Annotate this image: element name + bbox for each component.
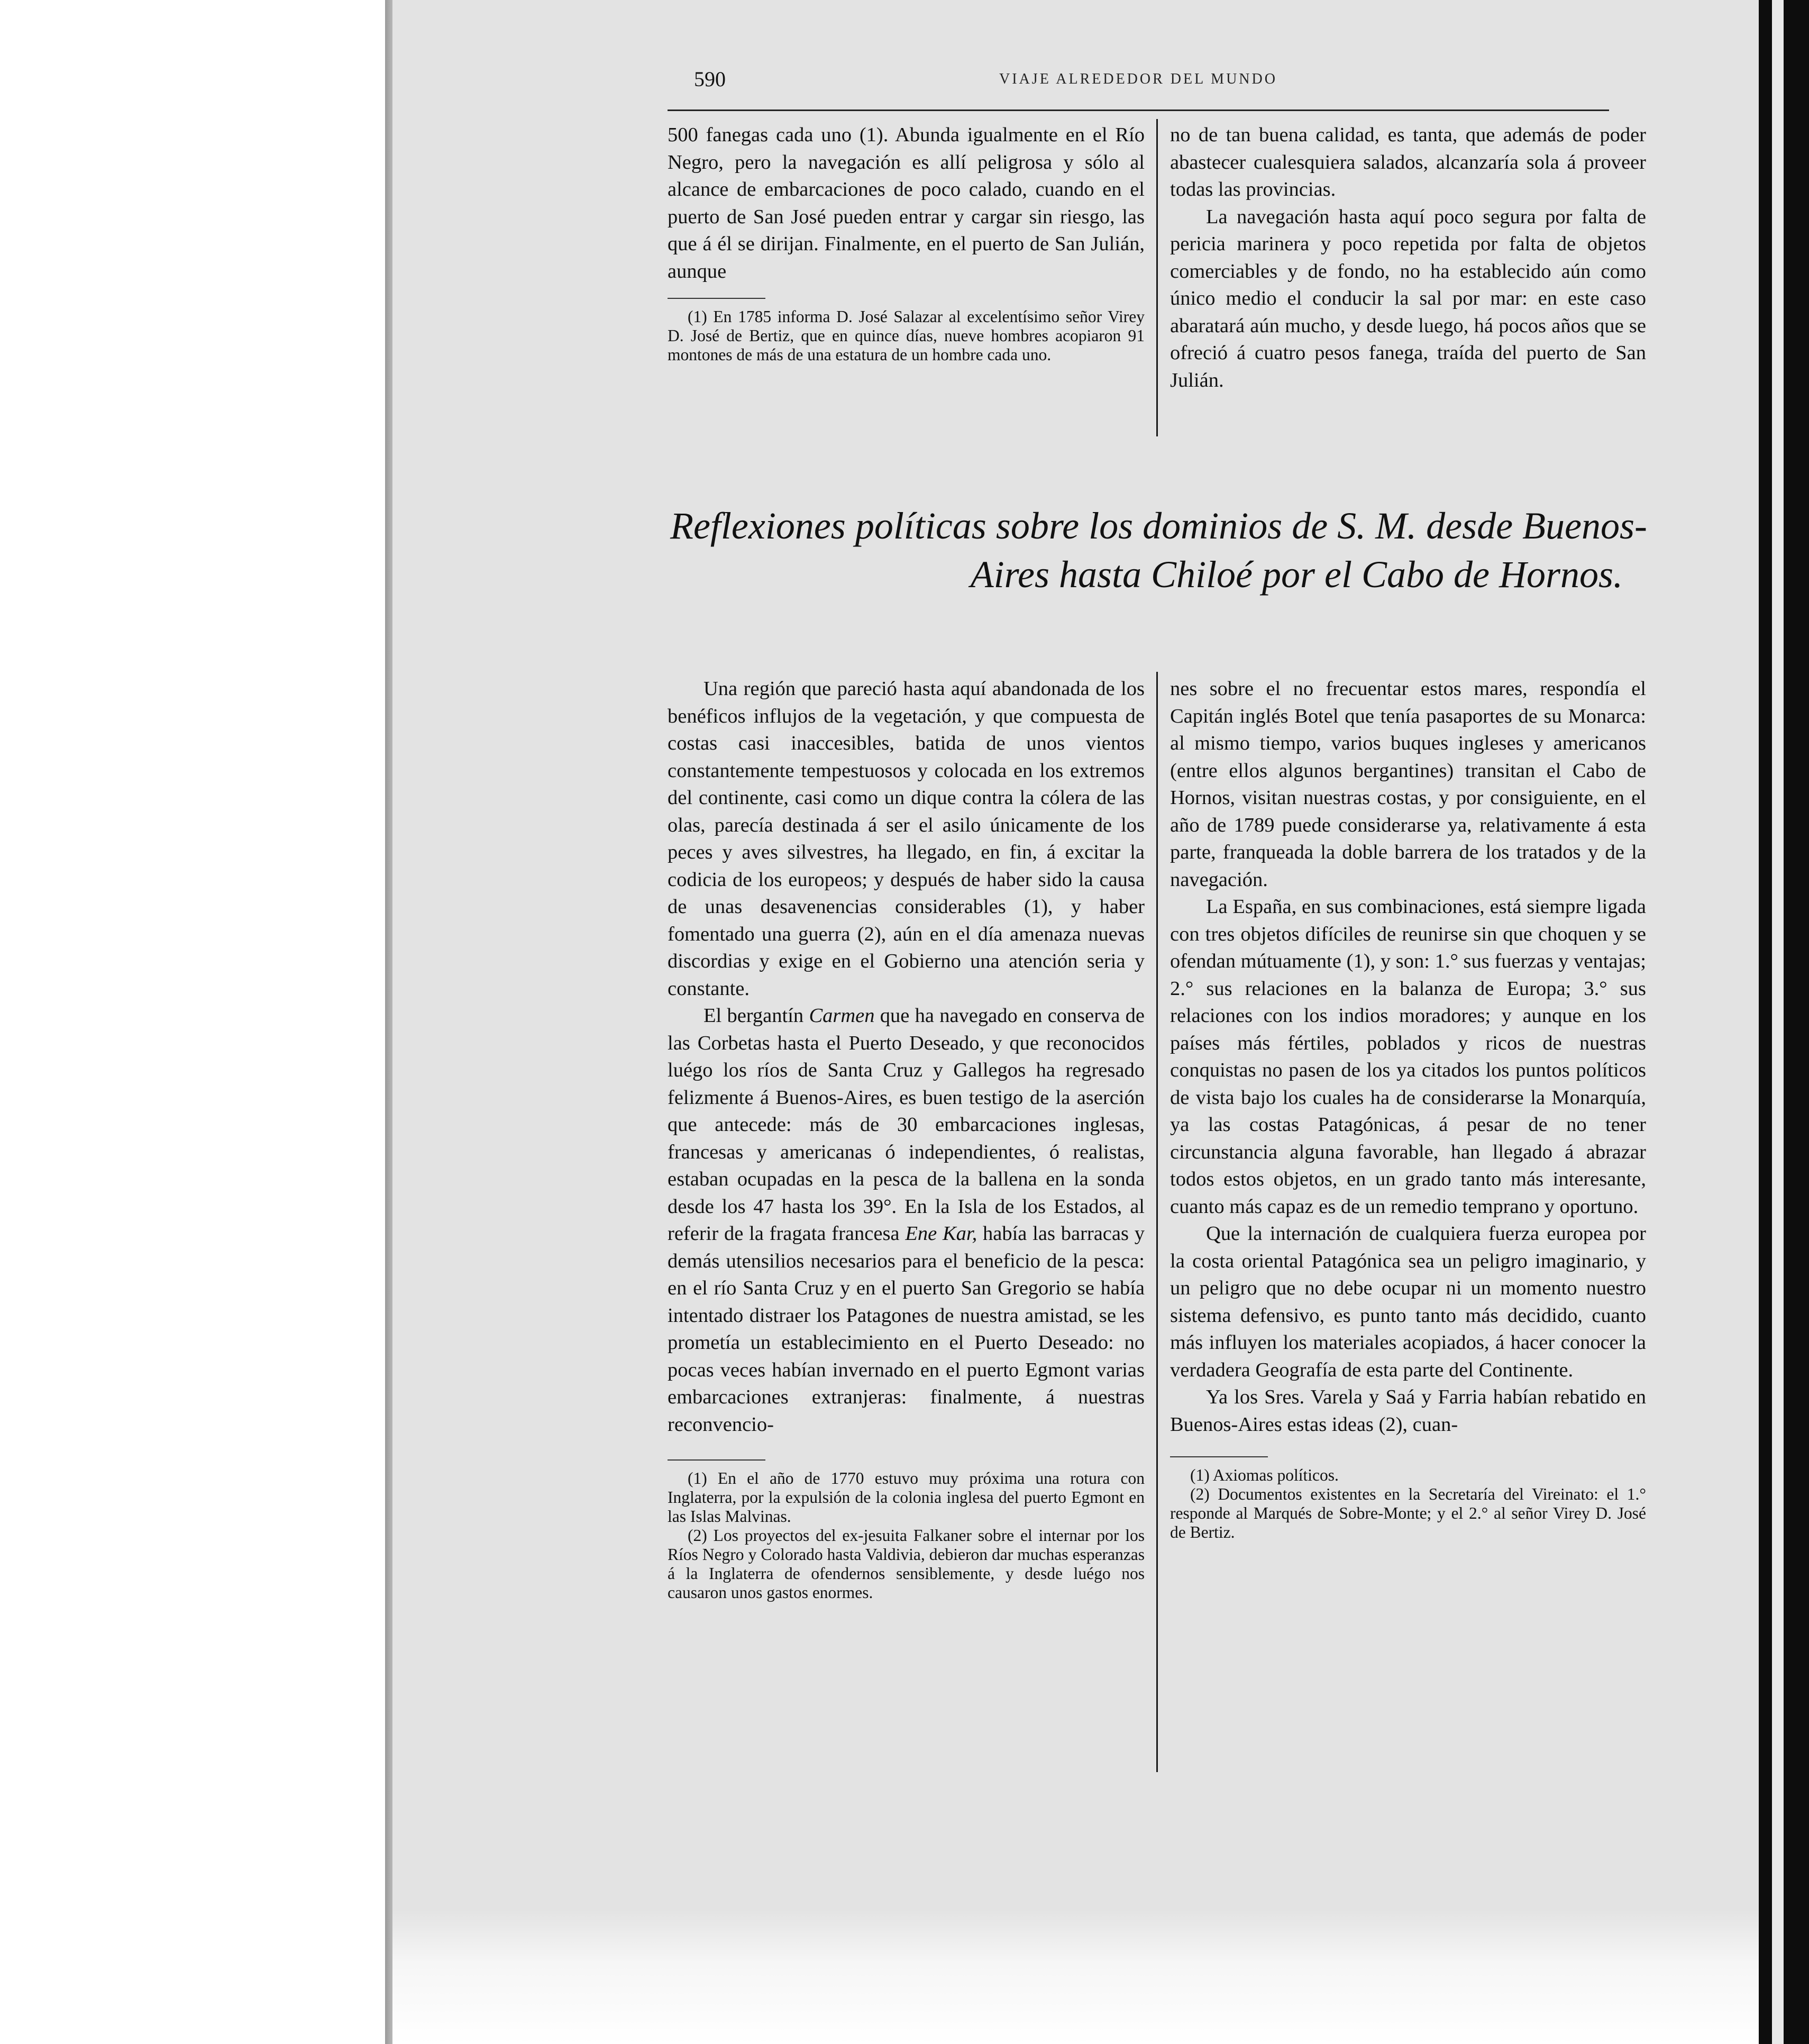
top-left-column — [668, 122, 1145, 364]
top-right-column — [1170, 122, 1646, 394]
page-number: 590 — [694, 67, 726, 91]
body-paragraph: nes sobre el no frecuentar estos mares, respondía el Capitán inglés Botel que tenía pasaportes de su Monarca: al mismo tiempo, varios buques ingleses y americanos (entre ellos algunos bergantines) transitan el Cabo de Hornos, visitan nuestras costas, y por consiguiente, en el año de 1789 puede considerarse ya, relativamente á esta parte, franqueada la doble barrera de los tratados y de la navegación. — [1170, 678, 1646, 891]
footnote: (1) En el año de 1770 estuvo muy próxima una rotura con Inglaterra, por la expulsión de la colonia inglesa del puerto Egmont en las Islas Malvinas. — [668, 1469, 1145, 1526]
book-spine — [1759, 0, 1809, 2044]
footnote: (2) Los proyectos del ex-jesuita Falkaner sobre el internar por los Ríos Negro y Colorado hasta Valdivia, debieron dar muchas esperanzas á la Inglaterra de ofendernos sensiblemente, y desde luégo nos causaron unos gastos enormes. — [668, 1526, 1145, 1602]
ship-name: Carmen — [809, 1005, 875, 1027]
column-divider — [1156, 119, 1158, 436]
body-paragraph: Ya los Sres. Varela y Saá y Farria habían rebatido en Buenos-Aires estas ideas (2), cuan- — [1170, 1386, 1646, 1436]
top-right-paragraph: no de tan buena calidad, es tanta, que además de poder abastecer cualesquiera salados, alcanzaría sola á proveer todas las provincias. — [1170, 124, 1646, 200]
footnote-rule — [1170, 1456, 1268, 1457]
column-divider — [1156, 672, 1158, 1772]
footnote: (1) Axiomas políticos. — [1190, 1466, 1339, 1484]
body-paragraph — [668, 1002, 1145, 1438]
top-left-paragraph: 500 fanegas cada uno (1). Abunda igualmente en el Río Negro, pero la navegación es allí peligrosa y sólo al alcance de embarcaciones de poco calado, cuando en el puerto de San José pueden entrar y cargar sin riesgo, las que á él se dirijan. Finalmente, en el puerto de San Julián, aunque — [668, 124, 1145, 282]
page-header — [668, 65, 1609, 111]
title-line: Aires hasta Chiloé por el Cabo de Hornos. — [970, 553, 1623, 596]
footnote-rule — [668, 1459, 765, 1461]
section-title — [668, 501, 1647, 599]
text-run: que ha navegado en conserva de las Corbetas hasta el Puerto Deseado, y que reconocidos luégo los ríos de Santa Cruz y Gallegos ha regresado felizmente á Buenos-Aires, es buen testigo de la aserción que antecede: más de 30 embarcaciones inglesas, francesas y americanas ó independientes, ó realistas, estaban ocupadas en la pesca de la ballena en la sonda desde los 47 hasta los 39°. En la Isla de los Estados, al referir de la fragata francesa — [668, 1005, 1145, 1245]
footnote-rule — [668, 298, 765, 299]
main-right-column — [1170, 676, 1646, 1542]
text-run: El bergantín — [704, 1005, 809, 1027]
page-fade — [392, 1910, 1760, 2044]
ship-name: Ene Kar, — [905, 1222, 977, 1245]
body-paragraph: La España, en sus combinaciones, está siempre ligada con tres objetos difíciles de reunirse sin que choquen y se ofendan mútuamente (1), y son: 1.° sus fuerzas y ventajas; 2.° sus relaciones en la balanza de Europa; 3.° sus relaciones con los indios moradores; y aunque en los países más fértiles, poblados y ricos de nuestras conquistas no pasen de los ya citados los puntos políticos de vista bajo los cuales ha de considerarse la Monarquía, ya las costas Patagónicas, á pesar de no tener circunstancia alguna favorable, han llegado á abrazar todos estos objetos, en un grado tanto más interesante, cuanto más capaz es de un remedio temprano y oportuno. — [1170, 896, 1646, 1218]
footnote: (1) En 1785 informa D. José Salazar al excelentísimo señor Virey D. José de Bertiz, que en quince días, nueve hombres acopiaron 91 montones de más de una estatura de un hombre cada uno. — [668, 307, 1145, 364]
book-spine-edge — [1772, 0, 1784, 2044]
body-paragraph: Que la internación de cualquiera fuerza europea por la costa oriental Patagónica sea un peligro imaginario, y un peligro que no debe ocupar ni un momento nuestro sistema defensivo, es punto tanto más decidido, cuanto más influyen los materiales acopiados, á hacer conocer la verdadera Geografía de esta parte del Continente. — [1170, 1222, 1646, 1381]
running-head: VIAJE ALREDEDOR DEL MUNDO — [999, 71, 1277, 87]
main-left-column — [668, 676, 1145, 1602]
title-line: Reflexiones políticas sobre los dominios de S. M. desde Buenos- — [670, 505, 1647, 547]
body-paragraph: Una región que pareció hasta aquí abandonada de los benéficos influjos de la vegetación, y que compuesta de costas casi inaccesibles, batida de unos vientos constantemente tempestuosos y colocada en los extremos del continente, casi como un dique contra la cólera de las olas, parecía destinada á ser el asilo únicamente de los peces y aves silvestres, ha llegado, en fin, á excitar la codicia de los europeos; y después de haber sido la causa de unas desavenencias considerables (1), y haber fomentado una guerra (2), aún en el día amenaza nuevas discordias y exige en el Gobierno una atención seria y constante. — [668, 678, 1145, 1000]
text-run: había las barracas y demás utensilios necesarios para el beneficio de la pesca: en el río Santa Cruz y en el puerto San Gregorio se había intentado distraer los Patagones de nuestra amistad, se les prometía un establecimiento en el Puerto Deseado: no pocas veces habían invernado en el puerto Egmont varias embarcaciones extranjeras: finalmente, á nuestras reconvencio- — [668, 1222, 1145, 1436]
top-right-paragraph: La navegación hasta aquí poco segura por falta de pericia marinera y poco repetida por falta de objetos comerciables y de fondo, no ha establecido aún como único medio el conducir la sal por mar: en este caso abaratará aún mucho, y desde luego, há pocos años que se ofreció á cuatro pesos fanega, traída del puerto de San Julián. — [1170, 205, 1646, 391]
footnote: (2) Documentos existentes en la Secretaría del Vireinato: el 1.° responde al Marqués de Sobre-Monte; y el 2.° al señor Virey D. José de Bertiz. — [1170, 1485, 1646, 1541]
